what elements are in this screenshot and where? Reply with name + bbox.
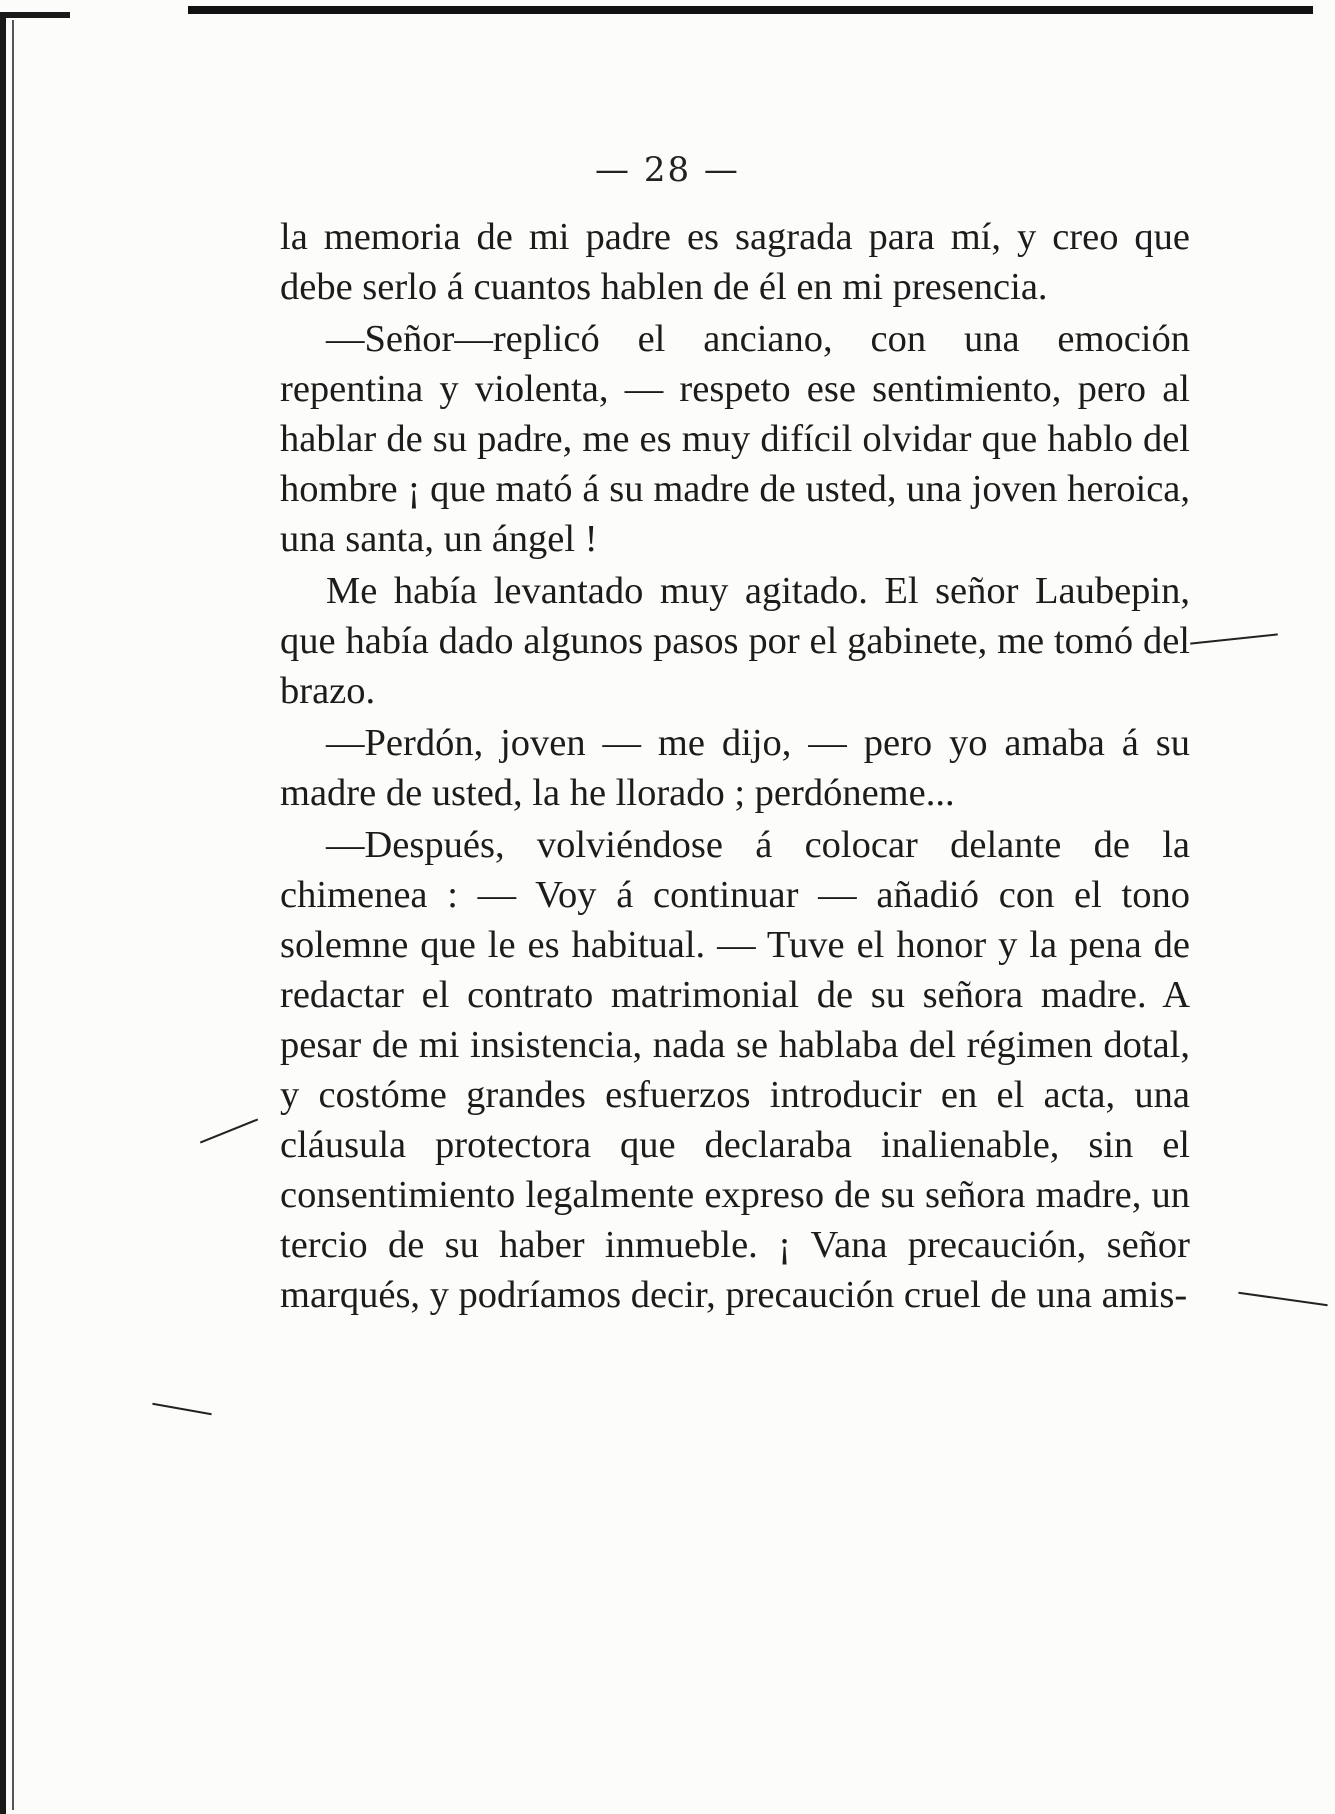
paragraph: la memoria de mi padre es sagrada para mí, y creo que debe serlo á cuantos hablen de él en mi presencia. bbox=[280, 216, 1190, 308]
corner-mark bbox=[0, 12, 70, 18]
top-rule bbox=[188, 6, 1313, 14]
paragraph: —Después, volviéndose á colocar delante de la chimenea : — Voy á continuar — añadió con el tono solemne que le es habitual. — Tuve el honor y la pena de redactar el contrato matrimonial de su señora madre. A pesar de mi insistencia, nada se hablaba del régimen dotal, y costóme grandes esfuerzos introducir en el acta, una cláusula protectora que declaraba inalienable, sin el consentimiento legalmente expreso de su señora madre, un tercio de su haber inmueble. ¡ Vana precaución, señor marqués, y podríamos decir, precaución cruel de una amis- bbox=[280, 824, 1190, 1316]
paragraph: Me había levantado muy agitado. El señor Laubepin, que había dado algunos pasos por el gabinete, me tomó del brazo. bbox=[280, 570, 1190, 712]
body-text bbox=[280, 212, 1190, 1322]
margin-mark bbox=[152, 1403, 211, 1415]
margin-mark bbox=[200, 1118, 258, 1143]
paragraph: —Señor—replicó el anciano, con una emoción repentina y violenta, — respeto ese sentimiento, pero al hablar de su padre, me es muy difícil olvidar que hablo del hombre ¡ que mató á su madre de usted, una joven heroica, una santa, un ángel ! bbox=[280, 318, 1190, 560]
paragraph: —Perdón, joven — me dijo, — pero yo amaba á su madre de usted, la he llorado ; perdóneme... bbox=[280, 722, 1190, 814]
margin-mark bbox=[1190, 633, 1278, 644]
page-number: — 28 — bbox=[595, 150, 740, 190]
left-page-edge bbox=[0, 14, 6, 1814]
margin-mark bbox=[1238, 1292, 1327, 1307]
left-page-edge-inner bbox=[12, 20, 14, 1810]
